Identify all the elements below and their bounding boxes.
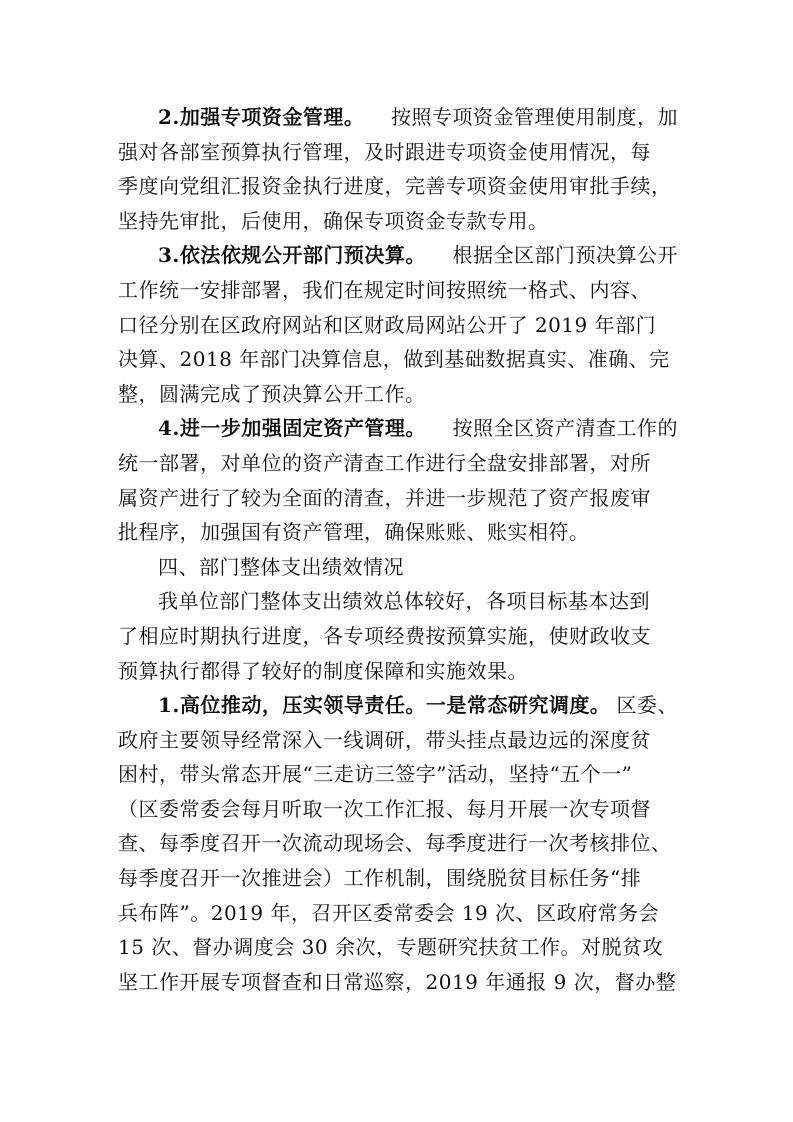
paragraph-line [118, 826, 678, 861]
paragraph-text: 政府主要领导经常深入一线调研，带头挂点最边远的深度贫 [118, 727, 651, 752]
paragraph-text: 根据全区部门预决算公开 [452, 243, 678, 268]
paragraph-line [118, 169, 678, 204]
paragraph-text: 预算执行都得了较好的制度保障和实施效果。 [118, 658, 528, 683]
paragraph-line [118, 515, 678, 550]
paragraph-text: 工作统一安排部署，我们在规定时间按照统一格式、内容、 [118, 277, 651, 302]
paragraph-line [118, 896, 678, 931]
paragraph-text: 我单位部门整体支出绩效总体较好，各项目标基本达到 [158, 589, 650, 614]
paragraph-text: 统一部署，对单位的资产清查工作进行全盘安排部署，对所 [118, 450, 651, 475]
paragraph-text: 坚工作开展专项督查和日常巡察，2019 年通报 9 次，督办整 [118, 969, 677, 994]
paragraph-text: 区委、 [616, 693, 678, 718]
paragraph-line [118, 930, 678, 965]
paragraph-line [118, 792, 678, 827]
paragraph-line [118, 204, 678, 239]
section-lead-title: 4.进一步加强固定资产管理。 [158, 416, 426, 441]
paragraph-line [118, 619, 678, 654]
paragraph-line [118, 238, 678, 273]
paragraph-text: 批程序，加强国有资产管理，确保账账、账实相符。 [118, 520, 590, 545]
paragraph-line [118, 584, 678, 619]
paragraph-text: 了相应时期执行进度，各专项经费按预算实施，使财政收支 [118, 623, 651, 648]
paragraph-line [118, 481, 678, 516]
section-heading: 四、部门整体支出绩效情况 [158, 554, 404, 579]
section-heading-line [118, 550, 678, 585]
paragraph-line [118, 135, 678, 170]
paragraph-text: 强对各部室预算执行管理，及时跟进专项资金使用情况，每 [118, 139, 651, 164]
paragraph-text: 兵布阵”。2019 年，召开区委常委会 19 次、区政府常务会 [118, 900, 660, 925]
paragraph-line [118, 342, 678, 377]
paragraph-line [118, 308, 678, 343]
paragraph-line [118, 654, 678, 689]
document-body [118, 100, 678, 999]
paragraph-line [118, 861, 678, 896]
paragraph-line [118, 757, 678, 792]
paragraph-text: 整，圆满完成了预决算公开工作。 [118, 381, 426, 406]
paragraph-text: 季度向党组汇报资金执行进度，完善专项资金使用审批手续， [118, 174, 672, 199]
paragraph-line [118, 965, 678, 1000]
paragraph-line [118, 688, 678, 723]
section-lead-title: 1.高位推动，压实领导责任。一是常态研究调度。 [158, 693, 611, 718]
paragraph-text: 按照专项资金管理使用制度，加 [391, 105, 678, 129]
paragraph-line [118, 273, 678, 308]
paragraph-text: 困村，带头常态开展“三走访三签字”活动，坚持“五个一” [118, 762, 633, 787]
paragraph-text: 15 次、督办调度会 30 余次，专题研究扶贫工作。对脱贫攻 [118, 935, 663, 960]
paragraph-line [118, 377, 678, 412]
paragraph-line [118, 411, 678, 446]
paragraph-line [118, 723, 678, 758]
section-lead-title: 2.加强专项资金管理。 [158, 105, 365, 129]
section-lead-title: 3.依法依规公开部门预决算。 [158, 243, 426, 268]
paragraph-line [118, 100, 678, 135]
paragraph-text: 决算、2018 年部门决算信息，做到基础数据真实、准确、完 [118, 347, 670, 372]
paragraph-text: 属资产进行了较为全面的清查，并进一步规范了资产报废审 [118, 485, 651, 510]
paragraph-text: 口径分别在区政府网站和区财政局网站公开了 2019 年部门 [118, 312, 657, 337]
paragraph-text: 查、每季度召开一次流动现场会、每季度进行一次考核排位、 [118, 831, 672, 856]
paragraph-line [118, 446, 678, 481]
paragraph-text: 坚持先审批，后使用，确保专项资金专款专用。 [118, 208, 549, 233]
paragraph-text: （区委常委会每月听取一次工作汇报、每月开展一次专项督 [118, 796, 651, 821]
paragraph-text: 按照全区资产清查工作的 [452, 416, 678, 441]
paragraph-text: 每季度召开一次推进会）工作机制，围绕脱贫目标任务“排 [118, 866, 642, 891]
